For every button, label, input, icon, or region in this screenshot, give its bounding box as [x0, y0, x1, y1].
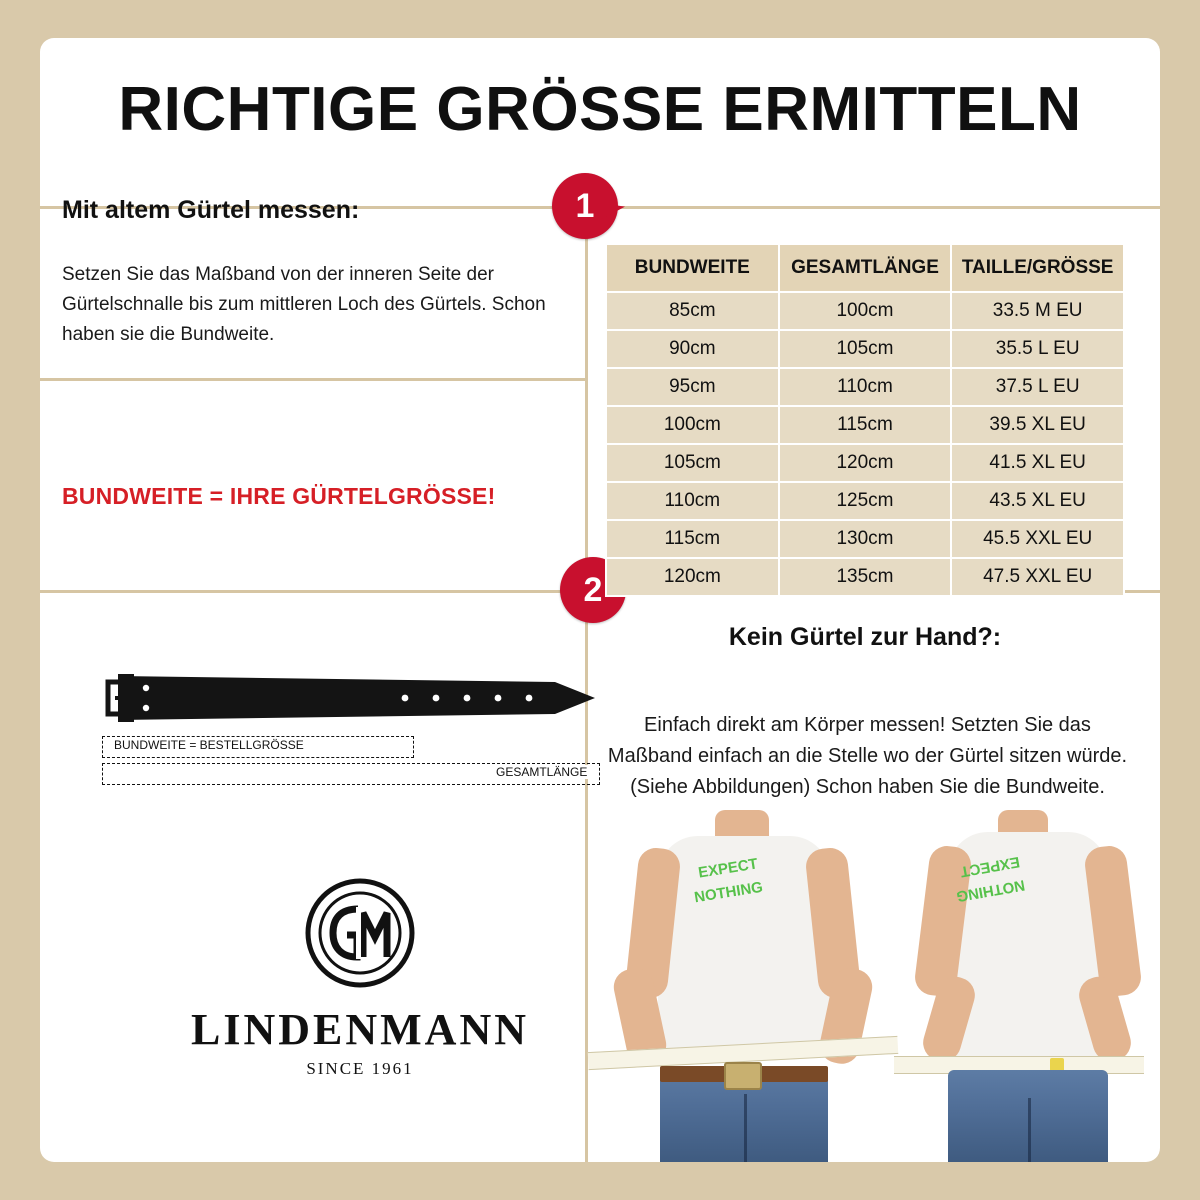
brand-since: SINCE 1961 — [306, 1059, 414, 1078]
shirt-print-line2-right: NOTHING — [955, 876, 1027, 905]
cell-bundweite: 115cm — [606, 520, 779, 558]
cell-gesamtlaenge: 130cm — [779, 520, 952, 558]
cell-taille: 43.5 XL EU — [951, 482, 1124, 520]
step-1-badge-tail — [601, 204, 625, 223]
table-row — [606, 330, 1124, 368]
cell-bundweite: 120cm — [606, 558, 779, 596]
cell-gesamtlaenge: 135cm — [779, 558, 952, 596]
cell-bundweite: 100cm — [606, 406, 779, 444]
cell-taille: 37.5 L EU — [951, 368, 1124, 406]
belt-label-bundweite: BUNDWEITE = BESTELLGRÖSSE — [110, 738, 308, 752]
table-col-gesamtlaenge: GESAMTLÄNGE — [779, 244, 952, 292]
brand-logo — [160, 873, 560, 1079]
shirt-print-line2-left: NOTHING — [693, 878, 765, 907]
cell-taille: 33.5 M EU — [951, 292, 1124, 330]
step-2-body: Einfach direkt am Körper messen! Setzten Sie das Maßband einfach an die Stelle wo der Gürtel sitzen würde.(Siehe Abbildungen) Schon haben Sie die Bundweite. — [607, 714, 1128, 798]
size-table — [605, 243, 1125, 597]
belt-diagram — [100, 668, 605, 808]
size-table-wrapper — [605, 243, 1125, 597]
divider-left-mid — [40, 378, 585, 381]
jeans-right — [948, 1070, 1108, 1162]
divider-vertical-upper — [585, 206, 588, 590]
shirt-print-line1-left: EXPECT — [697, 855, 759, 882]
cell-taille: 41.5 XL EU — [951, 444, 1124, 482]
cell-bundweite: 85cm — [606, 292, 779, 330]
step-1-heading: Mit altem Gürtel messen: — [62, 196, 360, 224]
table-row — [606, 292, 1124, 330]
cell-taille: 39.5 XL EU — [951, 406, 1124, 444]
cell-gesamtlaenge: 110cm — [779, 368, 952, 406]
table-row — [606, 368, 1124, 406]
step-2-badge-label: 2 — [583, 570, 603, 609]
table-row — [606, 482, 1124, 520]
table-row — [606, 444, 1124, 482]
cell-taille: 45.5 XXL EU — [951, 520, 1124, 558]
belt-label-gesamtlaenge: GESAMTLÄNGE — [492, 765, 591, 779]
measurement-photos — [520, 808, 1160, 1162]
cell-bundweite: 105cm — [606, 444, 779, 482]
table-row — [606, 520, 1124, 558]
cell-bundweite: 95cm — [606, 368, 779, 406]
brand-name: LINDENMANN — [191, 1005, 529, 1054]
info-card — [40, 38, 1160, 1162]
cell-gesamtlaenge: 100cm — [779, 292, 952, 330]
table-row — [606, 558, 1124, 596]
photo-person-side — [878, 808, 1160, 1162]
cell-gesamtlaenge: 125cm — [779, 482, 952, 520]
cell-taille: 35.5 L EU — [951, 330, 1124, 368]
cell-bundweite: 90cm — [606, 330, 779, 368]
belt-buckle-left — [724, 1062, 762, 1090]
cell-taille: 47.5 XXL EU — [951, 558, 1124, 596]
cell-gesamtlaenge: 115cm — [779, 406, 952, 444]
step-1-body: Setzen Sie das Maßband von der inneren Seite der Gürtelschnalle bis zum mittleren Loch des Gürtels. Schon haben sie die Bundweite. — [62, 264, 546, 345]
shirt-print-line1-right: EXPECT — [958, 852, 1022, 881]
gm-monogram-icon — [300, 873, 420, 993]
table-col-bundweite: BUNDWEITE — [606, 244, 779, 292]
table-col-taille: TAILLE/GRÖSSE — [951, 244, 1124, 292]
step-1-note: BUNDWEITE = IHRE GÜRTELGRÖSSE! — [62, 483, 496, 509]
cell-gesamtlaenge: 120cm — [779, 444, 952, 482]
cell-gesamtlaenge: 105cm — [779, 330, 952, 368]
table-header-row — [606, 244, 1124, 292]
table-row — [606, 406, 1124, 444]
page-title: RICHTIGE GRÖSSE ERMITTELN — [118, 75, 1082, 144]
step-1-badge-label: 1 — [575, 186, 595, 225]
photo-person-front — [580, 808, 910, 1162]
step-2-heading: Kein Gürtel zur Hand?: — [728, 623, 1002, 651]
cell-bundweite: 110cm — [606, 482, 779, 520]
belt-illustration-icon — [100, 668, 605, 728]
